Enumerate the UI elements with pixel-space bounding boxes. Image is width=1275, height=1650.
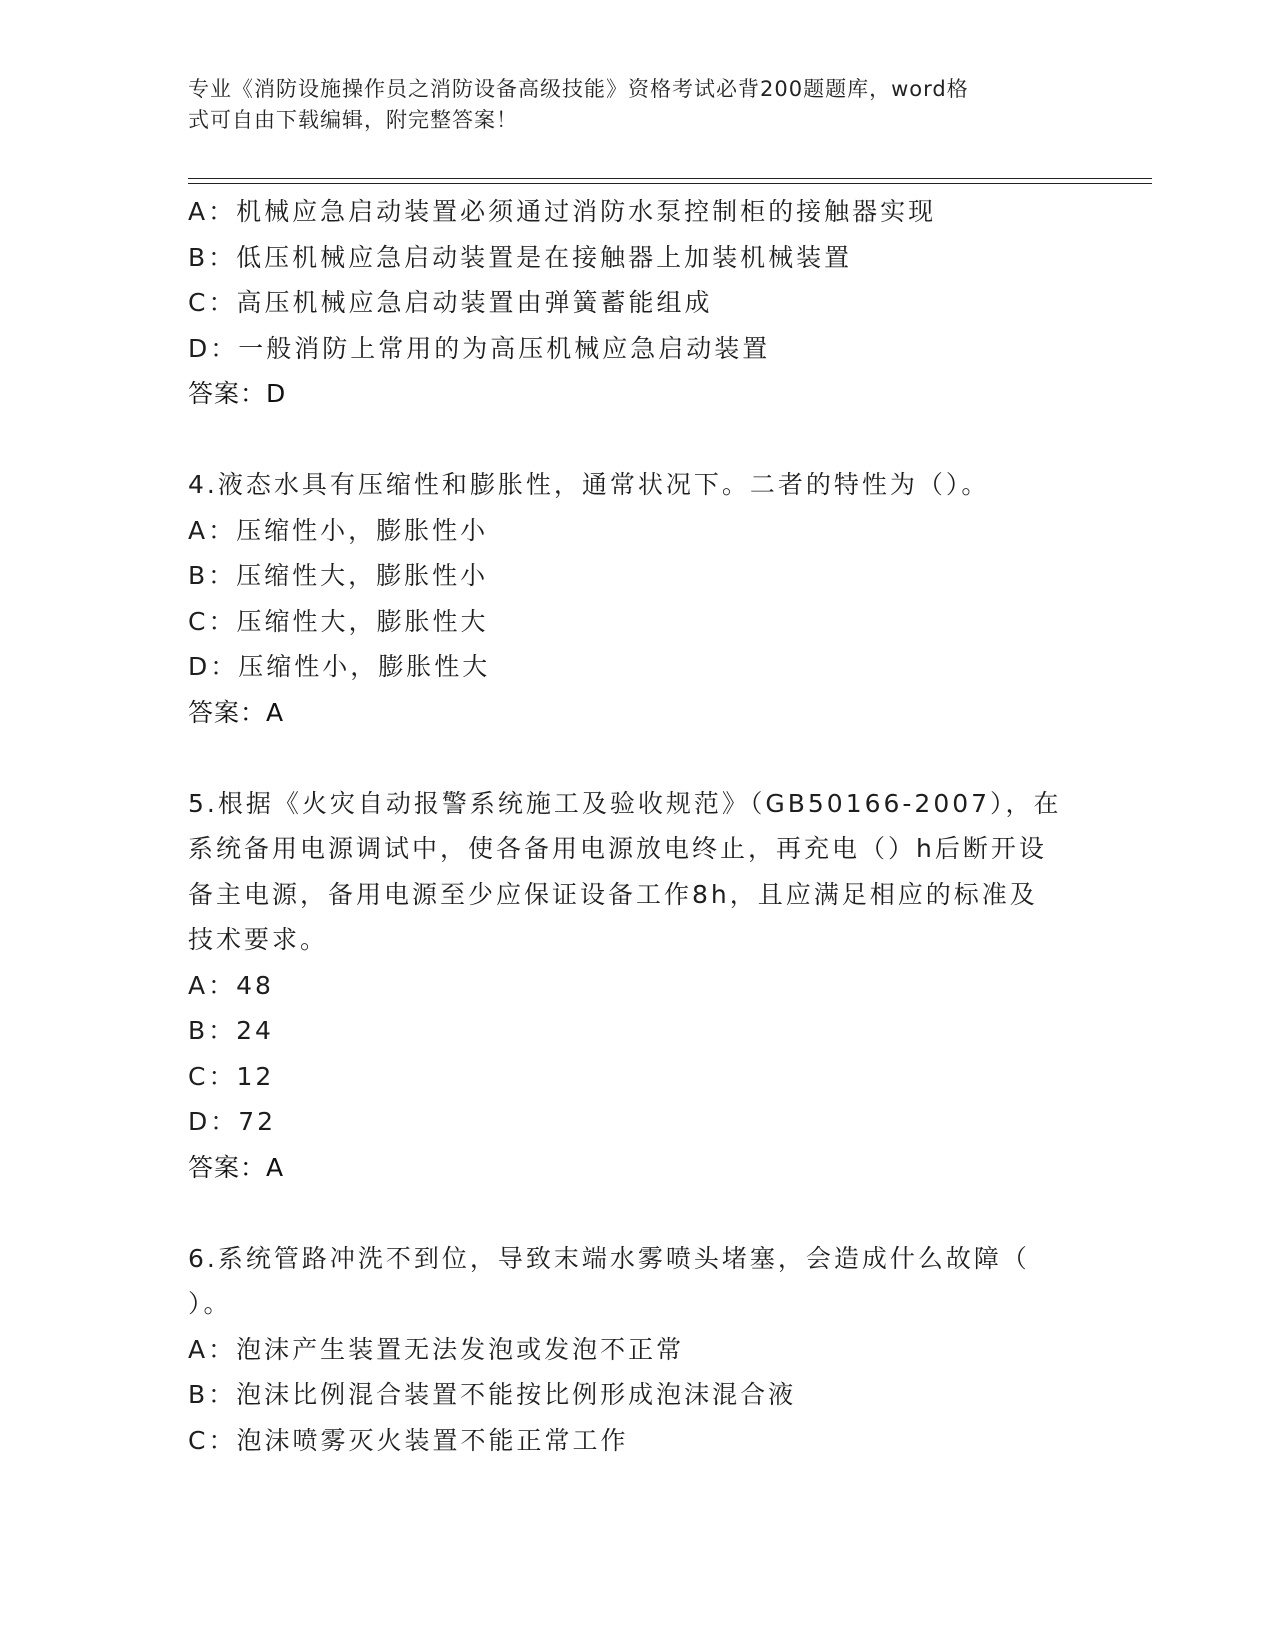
answer-line: 答案：A: [188, 697, 285, 727]
option-a: A：48: [188, 970, 274, 1000]
option-a: A：机械应急启动装置必须通过消防水泵控制柜的接触器实现: [188, 197, 937, 226]
header-line-1: 专业《消防设施操作员之消防设备高级技能》资格考试必背200题题库，word格: [188, 77, 969, 101]
question-stem-line-1: 6.系统管路冲洗不到位，导致末端水雾喷头堵塞，会造成什么故障（: [188, 1243, 1030, 1273]
question-list: [188, 189, 1088, 1463]
question-stem-line-2: 系统备用电源调试中，使各备用电源放电终止，再充电（）h后断开设: [188, 834, 1047, 863]
header-divider-bottom: [188, 183, 1152, 184]
option-d: D：压缩性小，膨胀性大: [188, 652, 491, 681]
option-c: C：高压机械应急启动装置由弹簧蓄能组成: [188, 288, 713, 317]
option-b: B：压缩性大，膨胀性小: [188, 561, 489, 590]
answer-line: 答案：A: [188, 1152, 285, 1182]
header-line-2: 式可自由下载编辑，附完整答案！: [188, 108, 518, 132]
question-stem: 4.液态水具有压缩性和膨胀性，通常状况下。二者的特性为（）。: [188, 470, 990, 499]
spacer: [188, 1190, 1088, 1236]
spacer: [188, 735, 1088, 781]
question-stem-line-1: 5.根据《火灾自动报警系统施工及验收规范》（GB50166-2007），在: [188, 788, 1062, 818]
question-stem-line-2: ）。: [188, 1289, 232, 1318]
document-header: [188, 74, 1068, 136]
question-5: [188, 781, 1088, 1191]
option-b: B：泡沫比例混合装置不能按比例形成泡沫混合液: [188, 1380, 797, 1409]
option-d: D：72: [188, 1107, 277, 1136]
option-b: B：低压机械应急启动装置是在接触器上加装机械装置: [188, 242, 853, 272]
option-a: A：压缩性小，膨胀性小: [188, 515, 489, 545]
header-divider-top: [188, 178, 1152, 179]
question-3: [188, 189, 1088, 417]
spacer: [188, 417, 1088, 463]
option-b: B：24: [188, 1016, 274, 1045]
question-stem-line-4: 技术要求。: [188, 925, 329, 954]
answer-line: 答案：D: [188, 379, 287, 408]
option-c: C：12: [188, 1061, 275, 1091]
option-c: C：泡沫喷雾灭火装置不能正常工作: [188, 1425, 629, 1455]
question-4: [188, 462, 1088, 735]
question-6: [188, 1236, 1088, 1464]
option-a: A：泡沫产生装置无法发泡或发泡不正常: [188, 1334, 685, 1364]
question-stem-line-3: 备主电源，备用电源至少应保证设备工作8h，且应满足相应的标准及: [188, 879, 1038, 909]
option-d: D：一般消防上常用的为高压机械应急启动装置: [188, 333, 771, 363]
option-c: C：压缩性大，膨胀性大: [188, 606, 489, 636]
